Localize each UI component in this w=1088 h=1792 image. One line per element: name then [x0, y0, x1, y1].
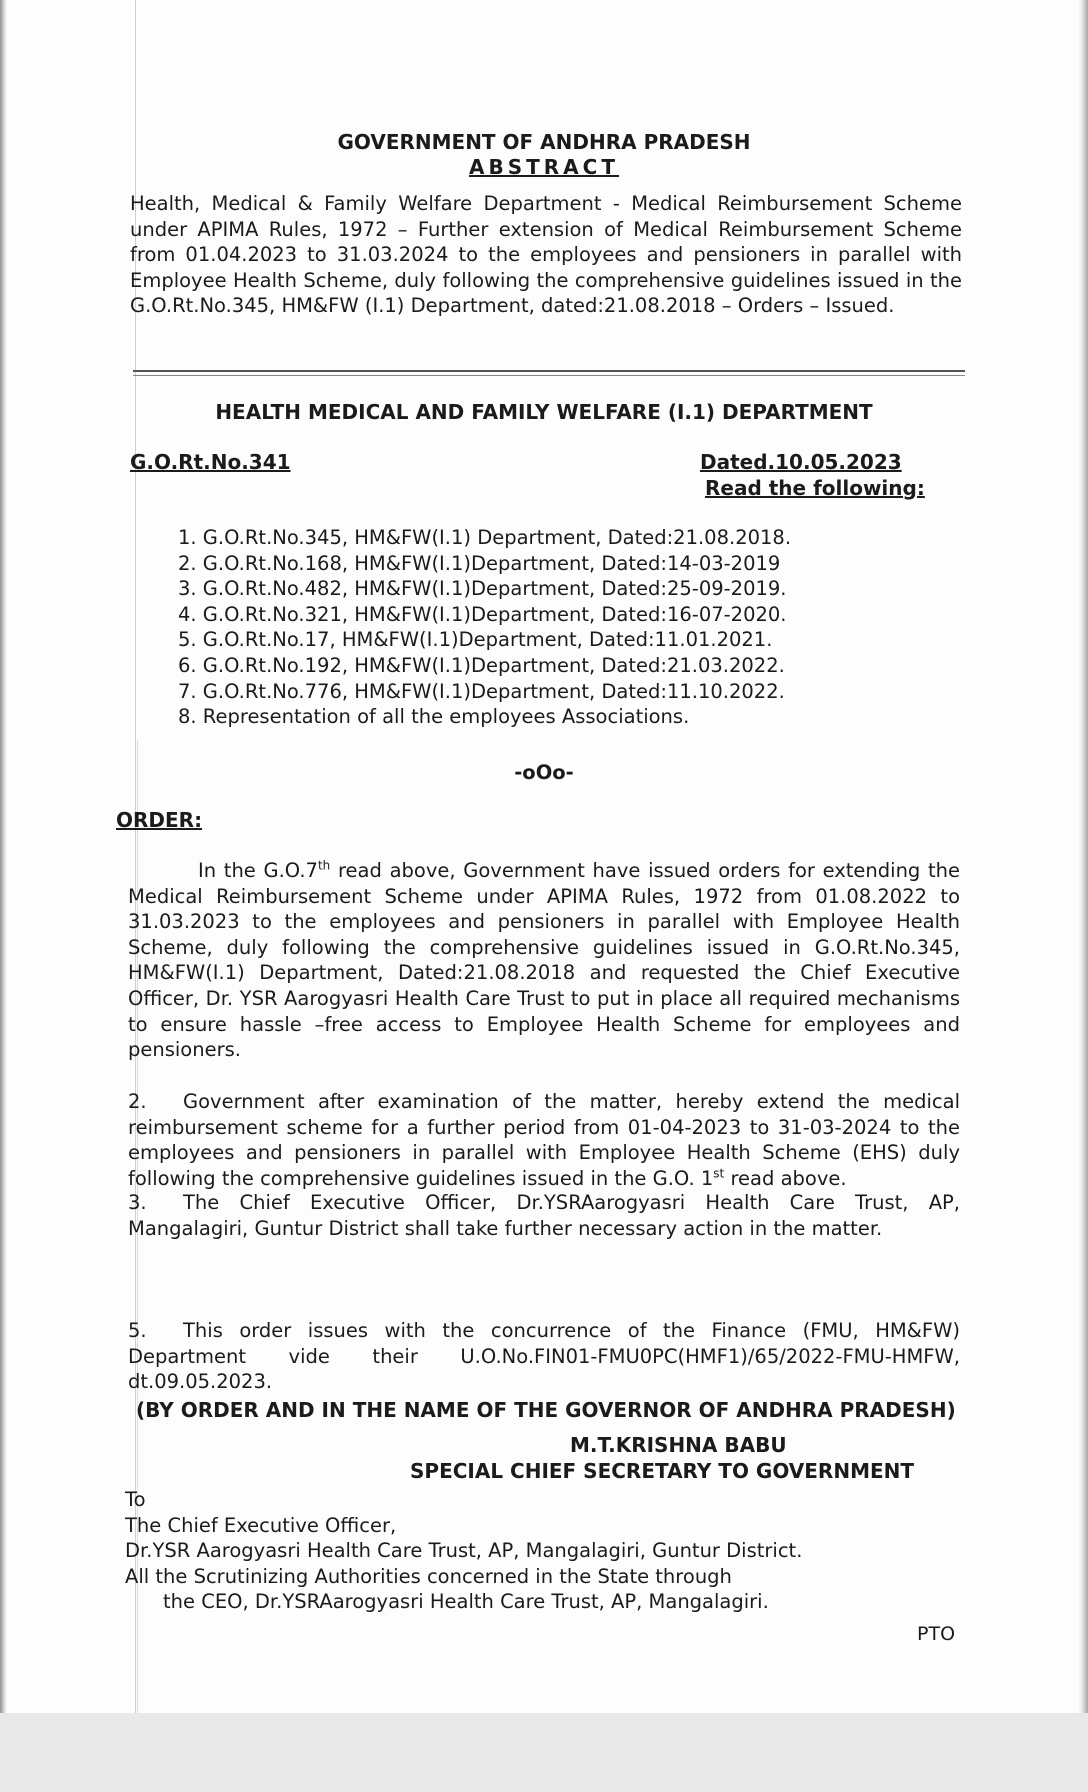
p2-text-end: read above. — [724, 1166, 847, 1190]
go-number: G.O.Rt.No.341 — [130, 450, 291, 474]
signatory-title: SPECIAL CHIEF SECRETARY TO GOVERNMENT — [410, 1459, 915, 1483]
signatory-name: M.T.KRISHNA BABU — [570, 1433, 787, 1457]
order-paragraph-2 — [128, 1089, 960, 1191]
reference-item: 2. G.O.Rt.No.168, HM&FW(I.1)Department, Dated:14-03-2019 — [178, 551, 781, 575]
p3-text: The Chief Executive Officer, Dr.YSRAarogyasri Health Care Trust, AP, Mangalagiri, Guntur District shall take further necessary action in the matter. — [128, 1191, 960, 1240]
government-title: GOVERNMENT OF ANDHRA PRADESH — [337, 130, 751, 154]
scan-bottom-band — [0, 1713, 1088, 1792]
abstract-title: ABSTRACT — [469, 155, 619, 179]
abstract-text: Health, Medical & Family Welfare Department - Medical Reimbursement Scheme under APIMA Rules, 1972 – Further extension of Medical Reimbursement Scheme from 01.04.2023 to 31.03.2024 to the employees and pensioners in parallel with Employee Health Scheme, duly following the comprehensive guidelines issued in the G.O.Rt.No.345, HM&FW (I.1) Department, dated:21.08.2018 – Orders – Issued. — [130, 192, 962, 318]
reference-list — [178, 525, 791, 730]
p4-text: This order issues with the concurrence of the Finance (FMU, HM&FW) Department vide their U.O.No.FIN01-FMU0PC(HMF1)/65/2022-FMU-HMFW, dt.09.05.2023. — [128, 1319, 960, 1394]
by-order-line: (BY ORDER AND IN THE NAME OF THE GOVERNOR OF ANDHRA PRADESH) — [136, 1398, 956, 1422]
reference-item: 3. G.O.Rt.No.482, HM&FW(I.1)Department, Dated:25-09-2019. — [178, 577, 787, 601]
order-paragraph-3 — [128, 1190, 960, 1241]
department-title: HEALTH MEDICAL AND FAMILY WELFARE (I.1) DEPARTMENT — [215, 400, 873, 424]
reference-item: 6. G.O.Rt.No.192, HM&FW(I.1)Department, Dated:21.03.2022. — [178, 653, 785, 677]
go-date: Dated.10.05.2023 — [700, 450, 902, 474]
order-paragraph-1 — [128, 858, 960, 1063]
reference-item: 4. G.O.Rt.No.321, HM&FW(I.1)Department, Dated:16-07-2020. — [178, 602, 787, 626]
paragraph-number: 5. — [128, 1319, 147, 1342]
paragraph-number: 2. — [128, 1090, 147, 1113]
section-separator: -oOo- — [514, 761, 574, 784]
addressee-block — [125, 1487, 985, 1615]
reference-item: 7. G.O.Rt.No.776, HM&FW(I.1)Department, Dated:11.10.2022. — [178, 679, 785, 703]
reference-item: 5. G.O.Rt.No.17, HM&FW(I.1)Department, Dated:11.01.2021. — [178, 628, 773, 652]
addressee-line: All the Scrutinizing Authorities concerned in the State through — [125, 1564, 732, 1588]
order-paragraph-5 — [128, 1318, 960, 1395]
divider-rule — [133, 370, 965, 372]
p2-superscript: st — [713, 1166, 725, 1181]
p2-text: Government after examination of the matter, hereby extend the medical reimbursement scheme for a further period from 01-04-2023 to 31-03-2024 to the employees and pensioners in parallel with Employee Health Scheme (EHS) duly following the comprehensive guidelines issued in the G.O. 1 — [128, 1090, 960, 1190]
pto-label: PTO — [917, 1623, 956, 1645]
divider-rule — [133, 375, 965, 376]
scan-edge-right — [1078, 0, 1088, 1792]
addressee-line: Dr.YSR Aarogyasri Health Care Trust, AP, Mangalagiri, Guntur District. — [125, 1539, 803, 1563]
addressee-line: The Chief Executive Officer, — [125, 1513, 397, 1537]
paragraph-number: 3. — [128, 1191, 147, 1214]
p1-text-start: In the G.O.7 — [198, 859, 318, 882]
to-label: To — [125, 1488, 146, 1511]
p1-text-rest: read above, Government have issued orders for extending the Medical Reimbursement Scheme under APIMA Rules, 1972 from 01.08.2022 to 31.03.2023 to the employees and pensioners in parallel with Employee Health Scheme, duly following the comprehensive guidelines issued in G.O.Rt.No.345, HM&FW(I.1) Department, Dated:21.08.2018 and requested the Chief Executive Officer, Dr. YSR Aarogyasri Health Care Trust to put in place all required mechanisms to ensure hassle –free access to Employee Health Scheme for employees and pensioners. — [128, 859, 960, 1062]
reference-item: 8. Representation of all the employees Associations. — [178, 705, 690, 729]
reference-item: 1. G.O.Rt.No.345, HM&FW(I.1) Department, Dated:21.08.2018. — [178, 526, 792, 549]
scan-edge-left — [0, 0, 7, 1792]
p1-superscript: th — [317, 858, 331, 873]
order-heading: ORDER: — [116, 808, 203, 832]
read-following-label: Read the following: — [705, 476, 925, 500]
addressee-line-indented: the CEO, Dr.YSRAarogyasri Health Care Trust, AP, Mangalagiri. — [163, 1590, 769, 1614]
